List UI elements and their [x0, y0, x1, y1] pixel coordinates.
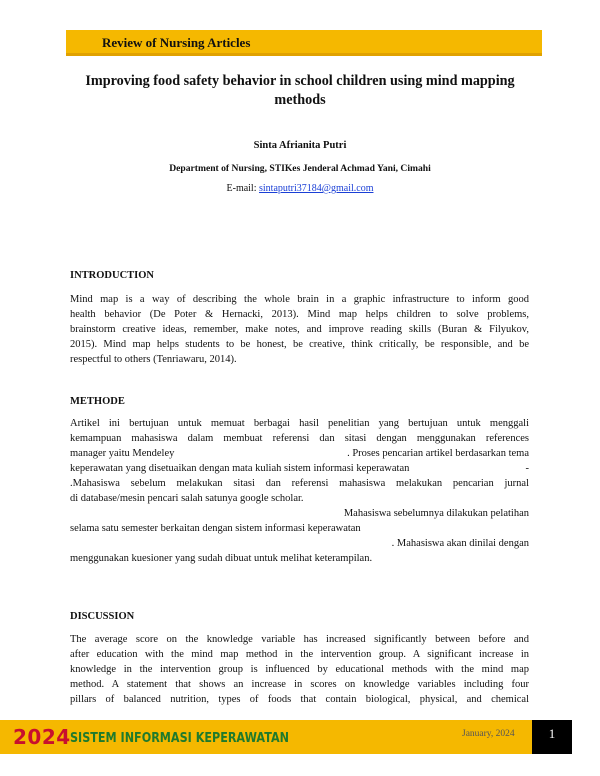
text-line: selama satu semester berkaitan dengan sistem informasi keperawatan: [70, 523, 361, 534]
email-link[interactable]: sintaputri37184@gmail.com: [259, 183, 374, 194]
footer-journal-name: SISTEM INFORMASI KEPERAWATAN: [70, 731, 289, 746]
text-line: . Mahasiswa akan dinilai dengan: [391, 538, 529, 549]
methode-paragraph: [70, 416, 529, 566]
text-segment: manager yaitu Mendeley: [70, 448, 175, 459]
introduction-heading: INTRODUCTION: [70, 270, 155, 281]
text-segment: keperawatan yang disetuaikan dengan mata kuliah sistem informasi keperawatan: [70, 463, 410, 474]
text-line: knowledge in the intervention group is influenced by educational methods with the mind map: [70, 664, 529, 675]
discussion-paragraph: [70, 632, 529, 707]
text-line: [70, 446, 529, 461]
text-line: after education with the mind map method in the intervention group. A significant increase in: [70, 649, 529, 660]
text-line: health behavior (De Poter & Hernacki, 2013). Mind map helps children to solve problems,: [70, 309, 529, 320]
author-name: Sinta Afrianita Putri: [253, 140, 347, 151]
discussion-heading: DISCUSSION: [70, 611, 135, 622]
email-label: E-mail:: [226, 183, 257, 194]
text-segment: . Proses pencarian artikel berdasarkan tema: [347, 448, 529, 459]
text-line: brainstorm creative ideas, remember, make notes, and improve reading skills (Buran & Filyukov,: [70, 324, 529, 335]
introduction-paragraph: [70, 292, 529, 367]
text-line: [70, 461, 529, 476]
text-line: The average score on the knowledge variable has increased significantly between before and: [70, 634, 529, 645]
footer-date: January, 2024: [462, 729, 515, 739]
page-footer: [0, 720, 600, 754]
text-line: Mind map is a way of describing the whole brain in a graphic infrastructure to inform good: [70, 294, 529, 305]
page-number: 1: [532, 720, 572, 754]
section-header-bar: [66, 30, 542, 56]
text-line: respectful to others (Tenriawaru, 2014).: [70, 354, 237, 365]
text-line: kemampuan mahasiswa dalam membuat referensi dan sitasi dengan menggunakan references: [70, 433, 529, 444]
footer-year: 2024: [13, 725, 71, 749]
text-line: menggunakan kuesioner yang sudah dibuat untuk melihat keterampilan.: [70, 553, 373, 564]
author-affiliation: Department of Nursing, STIKes Jenderal Achmad Yani, Cimahi: [169, 163, 431, 174]
text-line: method. A statement that shows an increase in scores on knowledge variables including four: [70, 679, 529, 690]
text-segment: -: [525, 463, 529, 474]
text-line: .Mahasiswa sebelum melakukan sitasi dan referensi mahasiswa melakukan pencarian jurnal: [70, 478, 529, 489]
text-line: pillars of balanced nutrition, types of foods that contain biological, physical, and chemical: [70, 694, 529, 705]
article-title: Improving food safety behavior in school children using mind mapping methods: [85, 73, 515, 108]
text-line: 2015). Mind map helps students to be honest, be creative, think critically, be responsible, and be: [70, 339, 529, 350]
text-line: Artikel ini bertujuan untuk memuat berbagai hasil penelitian yang bertujuan untuk menggali: [70, 418, 529, 429]
methode-heading: METHODE: [70, 396, 125, 407]
text-line: di database/mesin pencari salah satunya google scholar.: [70, 493, 304, 504]
journal-section-label: Review of Nursing Articles: [102, 35, 251, 50]
text-line: Mahasiswa sebelumnya dilakukan pelatihan: [343, 508, 529, 519]
author-email: [0, 183, 600, 194]
